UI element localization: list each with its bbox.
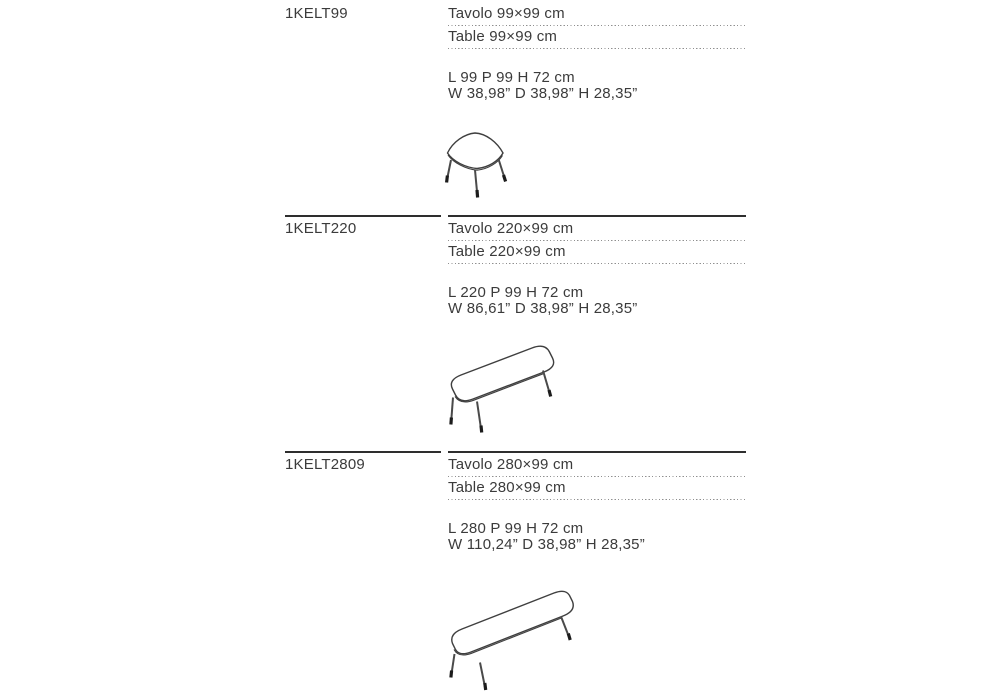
dimensions-metric: L 99 P 99 H 72 cm (448, 69, 575, 86)
product-description-column (448, 457, 746, 553)
product-name-english: Table 99×99 cm (448, 28, 558, 45)
dotted-rule (448, 263, 746, 265)
product-name-italian: Tavolo 280×99 cm (448, 456, 574, 473)
product-sku: 1KELT99 (285, 5, 348, 22)
product-description-column (448, 221, 746, 317)
dotted-rule (448, 476, 746, 478)
dimensions-block (448, 521, 746, 553)
product-name-italian: Tavolo 220×99 cm (448, 220, 574, 237)
table-99x99-drawing (440, 128, 512, 204)
product-name-italian: Tavolo 99×99 cm (448, 5, 565, 22)
dimensions-imperial: W 86,61” D 38,98” H 28,35” (448, 300, 638, 317)
dotted-rule (448, 48, 746, 50)
dotted-rule (448, 499, 746, 501)
section-divider-left (285, 215, 441, 217)
section-divider-right (448, 451, 746, 453)
product-description-column (448, 6, 746, 102)
table-280x99-drawing (443, 576, 583, 694)
dotted-rule (448, 25, 746, 27)
product-name-english: Table 220×99 cm (448, 243, 566, 260)
table-220x99-drawing (443, 340, 558, 435)
dimensions-block (448, 285, 746, 317)
product-sku: 1KELT220 (285, 220, 357, 237)
section-divider-right (448, 215, 746, 217)
product-name-english: Table 280×99 cm (448, 479, 566, 496)
dimensions-metric: L 220 P 99 H 72 cm (448, 284, 584, 301)
dotted-rule (448, 240, 746, 242)
dimensions-imperial: W 110,24” D 38,98” H 28,35” (448, 536, 645, 553)
section-divider-left (285, 451, 441, 453)
dimensions-metric: L 280 P 99 H 72 cm (448, 520, 584, 537)
dimensions-imperial: W 38,98” D 38,98” H 28,35” (448, 85, 638, 102)
product-sku: 1KELT2809 (285, 456, 365, 473)
dimensions-block (448, 70, 746, 102)
